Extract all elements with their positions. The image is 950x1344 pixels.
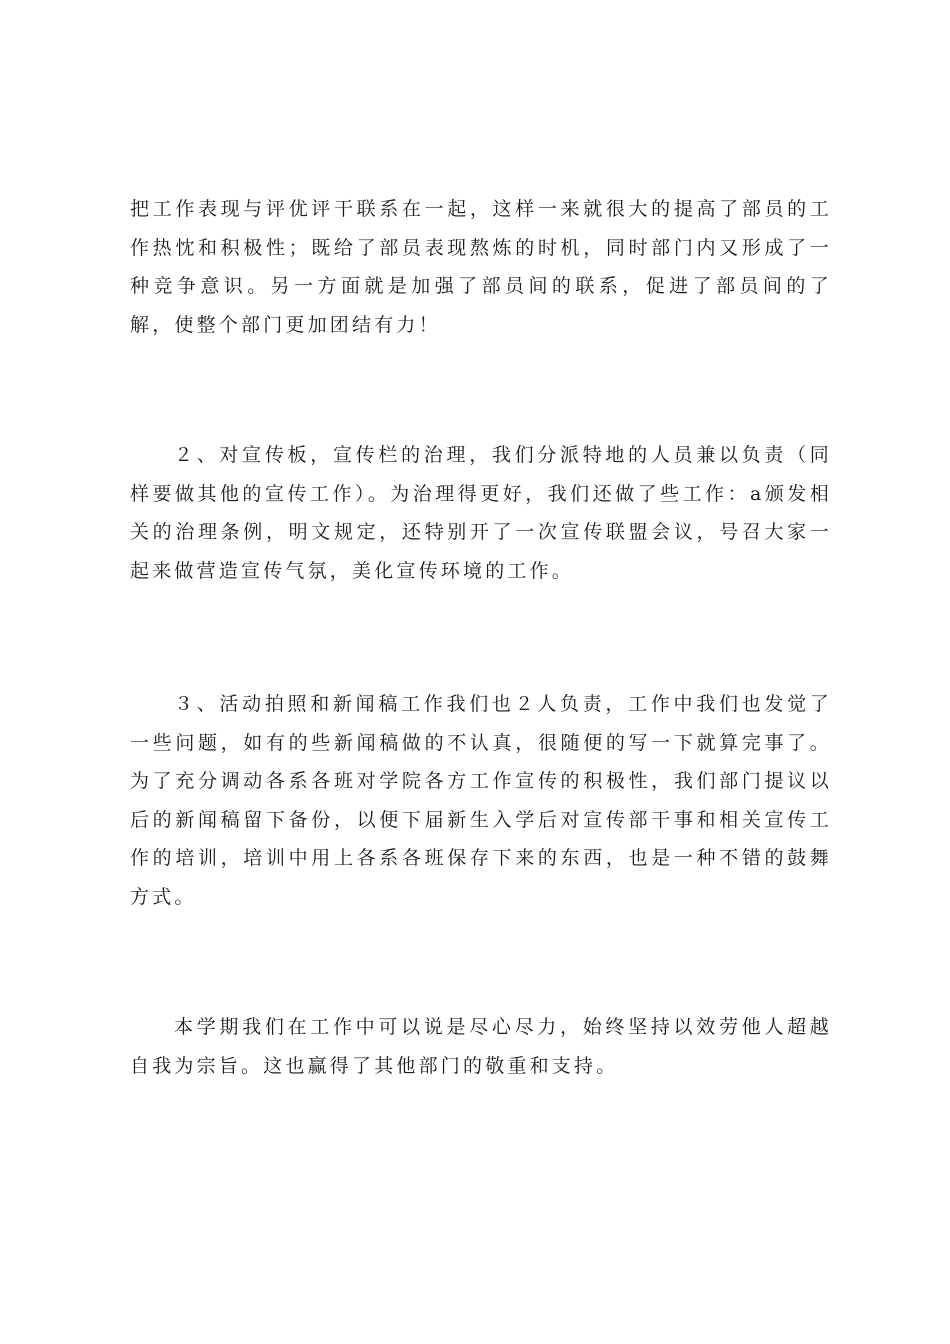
paragraph-evaluation: 把工作表现与评优评干联系在一起，这样一来就很大的提高了部员的工作热忱和积极性；既给了部员表现熬炼的时机，同时部门内又形成了一种竞争意识。另一方面就是加强了部员间的联系，促进了部员间的了解，使整个部门更加团结有力！: [130, 198, 832, 336]
paragraph-news-photography: ３、活动拍照和新闻稿工作我们也２人负责，工作中我们也发觉了一些问题，如有的些新闻稿做的不认真，很随便的写一下就算完事了。为了充分调动各系各班对学院各方工作宣传的积极性，我们部门提议以后的新闻稿留下备份，以便下届新生入学后对宣传部干事和相关宣传工作的培训，培训中用上各系各班保存下来的东西，也是一种不错的鼓舞方式。: [130, 693, 832, 908]
paragraph-board-management: ２、对宣传板，宣传栏的治理，我们分派特地的人员兼以负责（同样要做其他的宣传工作）。为治理得更好，我们还做了些工作：a颁发相关的治理条例，明文规定，还特别开了一次宣传联盟会议，号召大家一起来做营造宣传气氛，美化宣传环境的工作。: [130, 444, 832, 582]
paragraph-summary: 本学期我们在工作中可以说是尽心尽力，始终坚持以效劳他人超越自我为宗旨。这也赢得了其他部门的敬重和支持。: [130, 1016, 832, 1077]
